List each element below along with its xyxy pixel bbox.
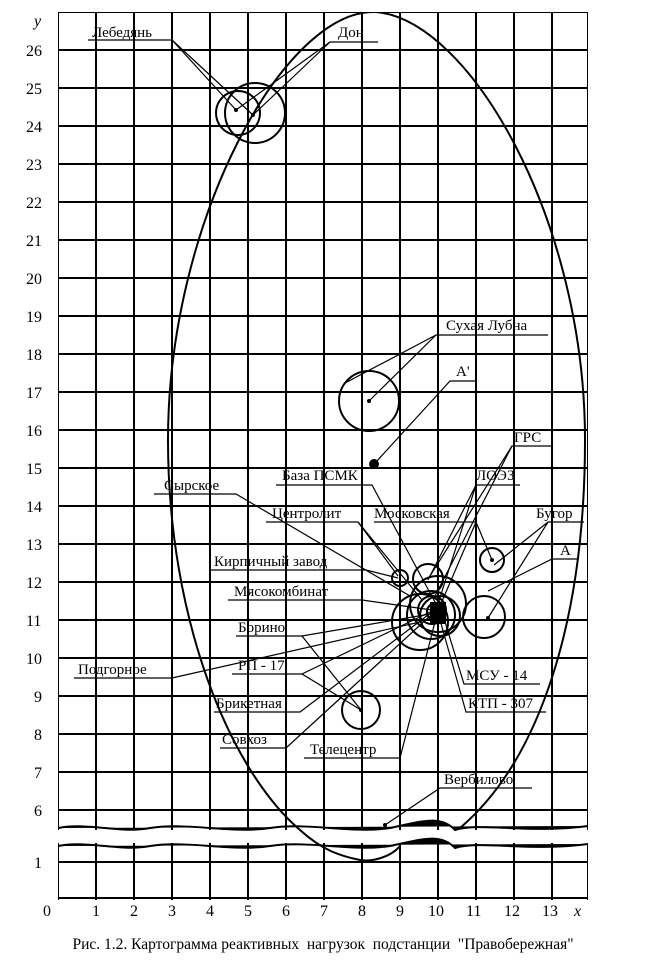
x-tick-7: 7 (320, 903, 328, 920)
label-lebedyan: Лебедянь (92, 25, 153, 41)
label-verbilovo: Вербилово (444, 772, 514, 788)
x-tick-12: 12 (504, 903, 520, 920)
label-a-prime: А' (456, 364, 470, 380)
y-tick-1: 1 (34, 855, 42, 872)
x-tick-4: 4 (206, 903, 214, 920)
label-ktp-307: КТП - 307 (468, 696, 533, 712)
y-tick-23: 23 (26, 157, 42, 174)
y-tick-17: 17 (26, 385, 42, 402)
label-a: А (560, 543, 571, 559)
label-sovkhoz: Совхоз (222, 732, 267, 748)
label-don: Дон (338, 25, 364, 41)
y-tick-6: 6 (34, 803, 42, 820)
label-centrolit: Центролит (272, 506, 342, 522)
label-msu-14: МСУ - 14 (466, 668, 528, 684)
x-tick-10: 10 (428, 903, 444, 920)
label-kirpichny-zavod: Кирпичный завод (214, 554, 328, 570)
label-rp-17: РП - 17 (238, 658, 285, 674)
x-tick-3: 3 (168, 903, 176, 920)
label-loez: ЛОЭЗ (476, 468, 515, 484)
label-moskovskaya: Московская (374, 506, 450, 522)
y-tick-16: 16 (26, 423, 42, 440)
y-axis-ticks (26, 13, 42, 872)
y-tick-7: 7 (34, 765, 42, 782)
y-tick-20: 20 (26, 271, 42, 288)
circle-a (463, 596, 505, 638)
grid-lower (58, 840, 588, 900)
y-tick-18: 18 (26, 347, 42, 364)
y-tick-10: 10 (26, 651, 42, 668)
y-axis-label: y (34, 13, 42, 30)
y-tick-13: 13 (26, 537, 42, 554)
y-tick-25: 25 (26, 81, 42, 98)
x-tick-8: 8 (358, 903, 366, 920)
y-tick-15: 15 (26, 461, 42, 478)
label-syrskoe: Сырское (164, 478, 220, 494)
x-tick-1: 1 (92, 903, 100, 920)
x-tick-11: 11 (466, 903, 482, 920)
y-tick-8: 8 (34, 727, 42, 744)
y-tick-26: 26 (26, 43, 42, 60)
label-borino: Борино (238, 620, 286, 636)
x-tick-13: 13 (542, 903, 558, 920)
label-myasokombinat: Мясокомбинат (234, 584, 329, 600)
figure-caption: Рис. 1.2. Картограмма реактивных нагрузок подстанции "Правобережная" (72, 936, 574, 953)
y-tick-22: 22 (26, 195, 42, 212)
x-tick-6: 6 (282, 903, 290, 920)
label-baza-psmk: База ПСМК (282, 468, 358, 484)
label-bugor: Бугор (536, 506, 573, 522)
x-tick-5: 5 (244, 903, 252, 920)
x-tick-origin: 0 (43, 903, 51, 920)
y-tick-12: 12 (26, 575, 42, 592)
x-tick-9: 9 (396, 903, 404, 920)
y-tick-11: 11 (26, 613, 42, 630)
y-tick-9: 9 (34, 689, 42, 706)
label-podgornoe: Подгорное (78, 662, 147, 678)
object-labels (78, 25, 573, 788)
x-axis-label: x (574, 903, 582, 920)
y-tick-14: 14 (26, 499, 42, 516)
x-axis-ticks (43, 903, 581, 920)
label-sukhaya-lubna: Сухая Лубна (446, 318, 528, 334)
x-tick-2: 2 (130, 903, 138, 920)
label-briketnaya: Брикетная (216, 696, 282, 712)
y-tick-24: 24 (26, 119, 42, 136)
label-telecentr: Телецентр (310, 742, 377, 758)
y-tick-19: 19 (26, 309, 42, 326)
label-grs: ГРС (514, 430, 542, 446)
y-tick-21: 21 (26, 233, 42, 250)
